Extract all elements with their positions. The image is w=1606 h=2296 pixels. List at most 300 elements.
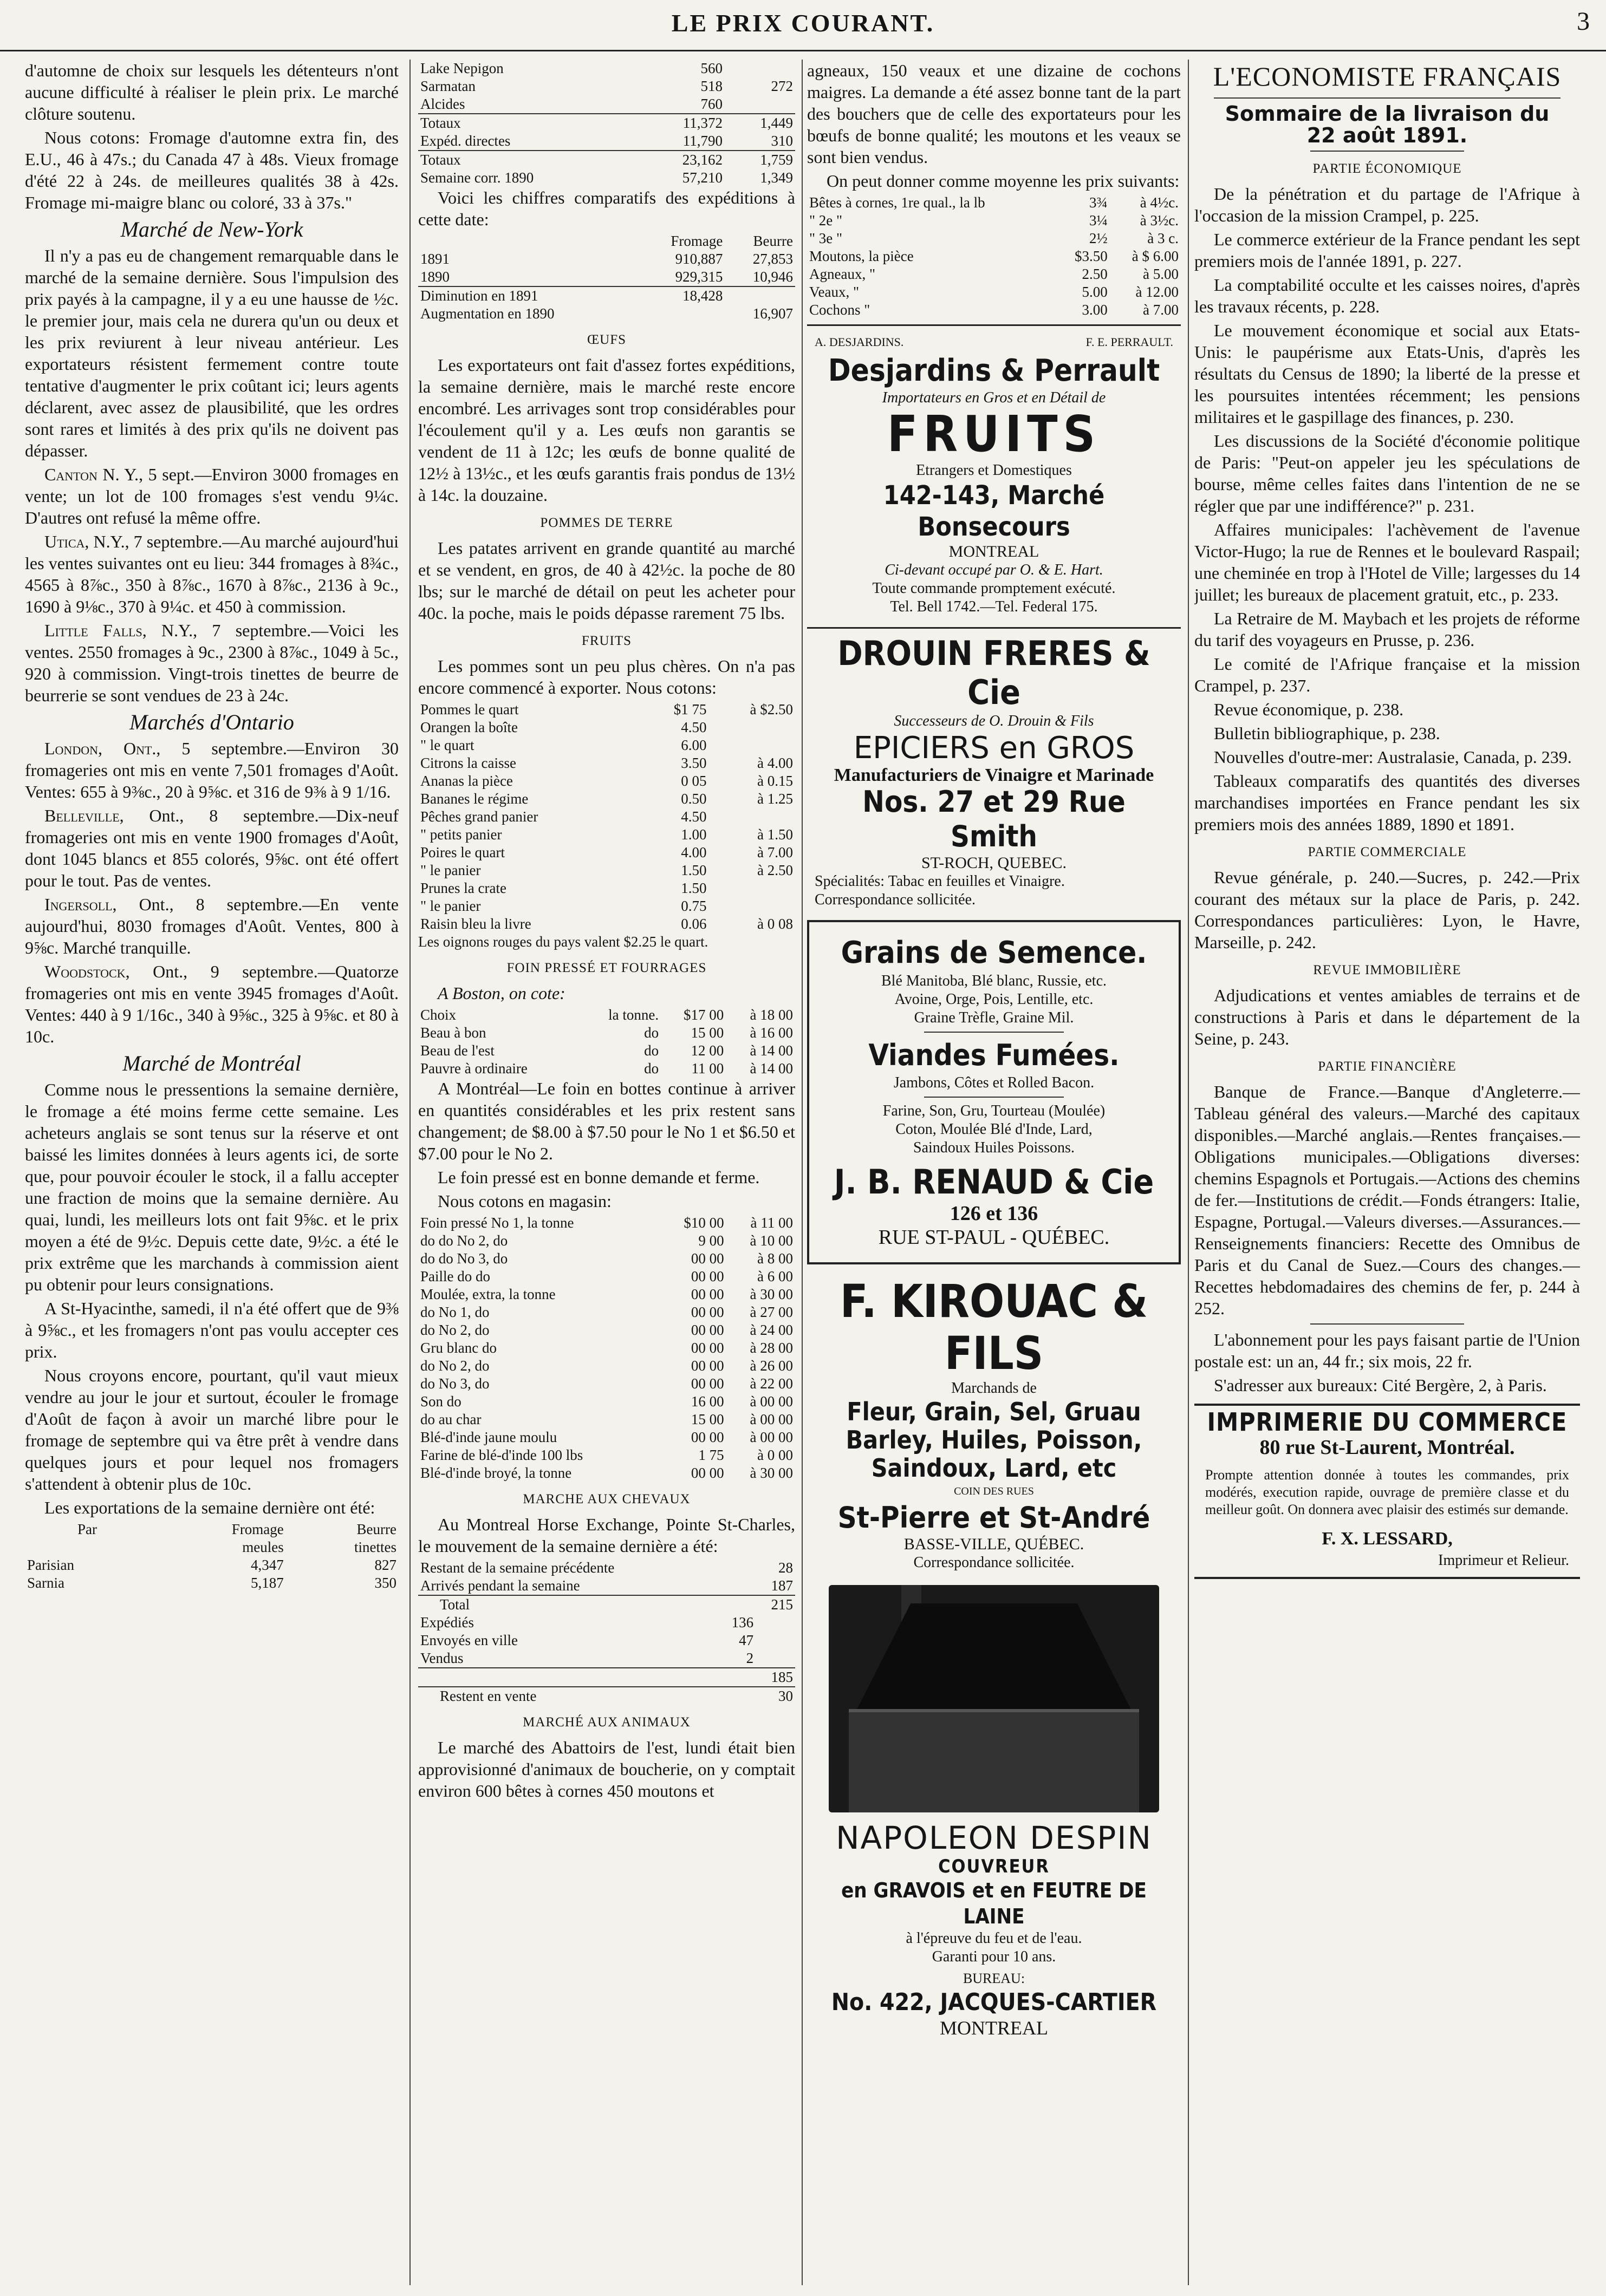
page-number: 3 (1577, 7, 1590, 36)
section-heading: MARCHÉ AUX ANIMAUX (523, 1715, 691, 1730)
row-value: 00 00 (691, 1429, 724, 1445)
ad-line: Farine, Son, Gru, Tourteau (Moulée) (882, 1103, 1106, 1119)
ad-line: Garanti pour 10 ans. (932, 1948, 1056, 1965)
row-value: 1.50 (681, 880, 707, 896)
row-value: à 7.00 (757, 844, 793, 860)
advertisement-jb-renaud (807, 920, 1181, 1264)
row-label: do do No 2, do (420, 1232, 508, 1249)
row-value (725, 286, 795, 305)
row-value: à 1.25 (757, 791, 793, 807)
row-value: 350 (374, 1575, 396, 1591)
table-row (418, 1595, 795, 1614)
printer-role: Imprimeur et Relieur. (1438, 1552, 1569, 1569)
row-value: 00 00 (691, 1375, 724, 1392)
publication-title: L'ECONOMISTE FRANÇAIS (1213, 61, 1562, 92)
row-value: à 18 00 (750, 1007, 793, 1023)
fruits-price-table (418, 701, 795, 933)
row-label: do No 2, do (420, 1358, 490, 1374)
row-label: " 2e " (809, 212, 843, 229)
row-value: à 10 00 (750, 1232, 793, 1249)
summary-item: Le mouvement économique et social aux Etats-Unis: le paupérisme aux Etats-Unis, d'après les résultats du Census de 1890; la liberté de la presse et les poursuites intentées récemment; les pensions militaires et le gaspillage des finances, p. 230. (1194, 321, 1580, 427)
row-value: 00 00 (691, 1250, 724, 1267)
table-row (418, 169, 795, 187)
table-row (418, 1321, 795, 1339)
table-row (418, 1286, 795, 1303)
table-row (418, 1577, 795, 1595)
row-value (708, 879, 795, 897)
market-report (25, 805, 399, 891)
table-row (418, 790, 795, 808)
row-value: 4.50 (681, 719, 707, 735)
row-label: do No 1, do (420, 1304, 490, 1320)
ad-line: Fleur, Grain, Sel, Gruau (847, 1397, 1141, 1426)
row-label: " le quart (420, 737, 474, 753)
ad-line: Ci-devant occupé par O. & E. Hart. (885, 562, 1103, 578)
row-value (756, 1632, 795, 1649)
company-name: F. KIROUAC & FILS (840, 1275, 1148, 1380)
ships-table (418, 60, 795, 187)
paragraph: Banque de France.—Banque d'Angleterre.—Tableau général des valeurs.—Marché des capitaux disponibles.—Marché anglais.—Rentes françaises.—Obligations municipales.—Obligations diverses: chemins Espagnols et Portugais.—Actions des chemins de fer.—Institutions de crédit.—Fonds étrangers: Italie, Espagne, Portugal.—Valeurs diverses.—Assurances.—Renseignements financiers: Recette des Omnibus de Paris et du Canal de Suez.—Cours des changes.—Recettes hebdomadaires des chemins de fer, p. 244 à 252. (1194, 1082, 1580, 1318)
row-value: 187 (771, 1577, 793, 1594)
summary-item: La comptabilité occulte et les caisses noires, d'après les travaux récents, p. 228. (1194, 275, 1580, 316)
row-value: do (644, 1025, 659, 1041)
row-label: Restent en vente (418, 1687, 716, 1705)
divider (1214, 97, 1561, 99)
exports-body (25, 1556, 399, 1592)
row-value: 518 (700, 78, 723, 94)
row-value: 10,946 (752, 269, 793, 285)
ad-line: Jambons, Côtes et Rolled Bacon. (893, 1074, 1095, 1091)
row-label: Envoyés en ville (420, 1632, 518, 1648)
comparison-table (418, 232, 795, 323)
row-value: 00 00 (691, 1304, 724, 1320)
row-value: 2 (746, 1650, 754, 1666)
row-label: do No 2, do (420, 1322, 490, 1338)
ad-address: 142-143, Marché Bonsecours (883, 480, 1105, 542)
summary-item: La Retraire de M. Maybach et les projets de réforme du tarif des voyageurs en Prusse, p. 236. (1194, 609, 1580, 650)
row-value: 929,315 (675, 269, 723, 285)
table-row (418, 1339, 795, 1357)
row-label: " 3e " (809, 230, 843, 246)
row-value (716, 1559, 756, 1577)
row-value: 0.06 (681, 916, 707, 932)
place-name: Belleville (44, 806, 120, 825)
paragraph: agneaux, 150 veaux et une dizaine de cochons maigres. La demande a été assez bonne tant de la part des bouchers que de celle des exportateurs pour les bœufs de bonne qualité; les moutons et les veaux se sont bien vendus. (807, 61, 1181, 167)
newspaper-title: LE PRIX COURANT. (671, 9, 935, 37)
row-value: à 7.00 (1143, 302, 1179, 318)
table-row (418, 286, 795, 305)
paragraph: Adjudications et ventes amiables de terrains et de constructions à Paris et dans le département de la Seine, p. 243. (1194, 986, 1580, 1048)
row-label: Son do (420, 1393, 461, 1410)
row-label: Diminution en 1891 (418, 286, 636, 305)
market-report (25, 464, 399, 529)
row-value: à 00 00 (750, 1393, 793, 1410)
table-row (418, 1006, 795, 1024)
row-label: Ananas la pièce (420, 773, 513, 789)
table-row (418, 114, 795, 132)
section-heading: Marché de New-York (120, 217, 303, 242)
summary-date: 22 août 1891. (1306, 123, 1468, 147)
row-label: Arrivés pendant la semaine (420, 1577, 580, 1594)
row-value: 18,428 (636, 286, 725, 305)
row-value: 0.50 (681, 791, 707, 807)
row-value: 760 (700, 96, 723, 112)
table-row (418, 1232, 795, 1250)
row-value: à 3 c. (1147, 230, 1179, 246)
table-row (418, 826, 795, 844)
paragraph: Il n'y a pas eu de changement remarquable dans le marché de la semaine dernière. Sous l'impulsion des prix payés à la campagne, il y a eu une hausse de ½c. le premier jour, mais cela ne durera qu'un ou deux et les prix reviurent à leur niveau antérieur. Les exportateurs résistent fermement contre toute tentative d'augmenter le prix coûtant ici; leurs agents déclarent, avec assez de plausibilité, que les ordres sont rares et limités à des prix qu'ils ne doivent pas dépasser. (25, 246, 399, 460)
table-row (807, 230, 1181, 247)
row-label: " le panier (420, 862, 481, 878)
ad-line: Correspondance sollicitée. (913, 1554, 1075, 1571)
table-row (418, 1268, 795, 1286)
col-header: Fromage (231, 1521, 284, 1537)
row-label: Prunes la crate (420, 880, 506, 896)
row-value (725, 95, 795, 114)
partner-name: F. E. PERRAULT. (1085, 335, 1173, 349)
row-value: 00 00 (691, 1322, 724, 1338)
row-value: 15 00 (691, 1025, 724, 1041)
row-label: Pêches grand panier (420, 808, 538, 825)
col-header: Beurre (753, 233, 793, 249)
column-1 (25, 60, 399, 2285)
row-value: 310 (771, 133, 793, 149)
report-text: , 5 sept.—Environ 3000 fromages en vente; un lot de 100 fromages s'est vendu 9¼c. D'autres ont refusé la même offre. (25, 465, 399, 527)
advertisement-desjardins-perrault (807, 324, 1181, 622)
row-value: 15 00 (691, 1411, 724, 1427)
advertisement-imprimerie (1194, 1404, 1580, 1579)
ad-line: Avoine, Orge, Pois, Lentille, etc. (894, 991, 1094, 1008)
row-value: la tonne. (608, 1007, 659, 1023)
row-label: Parisian (27, 1557, 74, 1573)
paragraph: L'abonnement pour les pays faisant partie de l'Union postale est: un an, 44 fr.; six mois, 22 fr. (1194, 1330, 1580, 1371)
ad-line: Manufacturiers de Vinaigre et Marinade (834, 765, 1154, 785)
roofed-building-illustration (829, 1585, 1159, 1812)
row-value: à 1.50 (757, 826, 793, 843)
exports-table (25, 1521, 399, 1592)
table-row (418, 1024, 795, 1042)
ad-city: ST-ROCH, QUEBEC. (921, 854, 1067, 872)
row-value: 0 05 (681, 773, 707, 789)
row-value: $3.50 (1075, 248, 1108, 264)
table-row (807, 265, 1181, 283)
row-value: do (644, 1042, 659, 1059)
company-name: Desjardins & Perrault (828, 353, 1160, 388)
row-value: 560 (700, 60, 723, 76)
row-label: Sarnia (27, 1575, 64, 1591)
table-row (418, 1668, 795, 1687)
paragraph: Nous cotons en magasin: (438, 1191, 612, 1211)
col-header: Par (77, 1521, 97, 1537)
table-row (25, 1556, 399, 1574)
ad-headline: EPICIERS en GROS (853, 730, 1135, 766)
divider (924, 1097, 1064, 1098)
ad-line: en GRAVOIS et en FEUTRE DE LAINE (841, 1878, 1147, 1928)
livestock-price-table (807, 194, 1181, 319)
market-report (25, 738, 399, 803)
row-value: à 22 00 (750, 1375, 793, 1392)
market-report (25, 893, 399, 958)
table-row (418, 1687, 795, 1705)
ad-line: Successeurs de O. Drouin & Fils (894, 713, 1094, 729)
paragraph: Le foin pressé est en bonne demande et ferme. (438, 1167, 760, 1187)
row-value: à 8 00 (757, 1250, 793, 1267)
ad-line: COIN DES RUES (954, 1485, 1034, 1497)
ad-line: Spécialités: Tabac en feuilles et Vinaigre. (815, 873, 1065, 890)
ad-line: Barley, Huiles, Poisson, (846, 1425, 1142, 1454)
row-label: Veaux, " (809, 284, 859, 300)
row-value: $1 75 (673, 701, 707, 718)
table-body (418, 114, 795, 151)
row-label: Choix (420, 1007, 457, 1023)
row-value: à 0 08 (757, 916, 793, 932)
row-label: Blé-d'inde broyé, la tonne (420, 1465, 572, 1481)
summary-item: Le commerce extérieur de la France pendant les sept premiers mois de l'année 1891, p. 227. (1194, 230, 1580, 271)
table-row (418, 1446, 795, 1464)
row-value: 11,790 (682, 133, 723, 149)
table-row (418, 1357, 795, 1375)
ad-line: Marchands de (951, 1380, 1037, 1397)
row-value: à 26 00 (750, 1358, 793, 1374)
ad-headline: Grains de Semence. (841, 935, 1147, 970)
paragraph: On peut donner comme moyenne les prix suivants: (827, 171, 1180, 191)
summary-item: Affaires municipales: l'achèvement de l'avenue Victor-Hugo; la rue de Rennes et le boulevard Raspail; une cheminée en trop à l'Hotel de Ville; largesses du 14 juillet; les bureaux de placement gratuit, etc., p. 233. (1194, 520, 1580, 604)
ad-city: MONTREAL (940, 2017, 1048, 2039)
company-name: NAPOLEON DESPIN (836, 1819, 1152, 1856)
row-value: à 27 00 (750, 1304, 793, 1320)
paragraph: Les patates arrivent en grande quantité au marché et se vendent, en gros, de 40 à 42½c. la poche de 80 lbs; sur le marché de détail on peut les acheter pour 40c. la poche, mais le poids dépasse rarement 75 lbs. (418, 538, 795, 623)
row-label: Totaux (418, 114, 641, 132)
table-header-row (25, 1521, 399, 1538)
row-value (756, 1614, 795, 1632)
row-value: 1 75 (698, 1447, 724, 1463)
table-row (418, 250, 795, 268)
ad-city: MONTREAL (948, 543, 1039, 560)
fruit-note: Les oignons rouges du pays valent $2.25 le quart. (418, 934, 708, 950)
ad-address: Nos. 27 et 29 Rue Smith (862, 785, 1126, 853)
place-name: Ingersoll (44, 895, 113, 914)
row-label: Gru blanc do (420, 1340, 497, 1356)
place-name: London, Ont. (44, 739, 157, 758)
row-value: 4.00 (681, 844, 707, 860)
row-label: Moulée, extra, la tonne (420, 1286, 556, 1302)
ad-line: COUVREUR (938, 1856, 1050, 1877)
ad-line: Graine Trèfle, Graine Mil. (914, 1009, 1074, 1026)
col-subheader: tinettes (354, 1539, 396, 1555)
table-row (418, 1393, 795, 1411)
row-value (716, 1577, 756, 1595)
table-row (418, 754, 795, 772)
row-value: 47 (739, 1632, 754, 1648)
row-value: 00 00 (691, 1465, 724, 1481)
divider (1310, 1323, 1465, 1325)
paragraph: Les exportations de la semaine dernière ont été: (44, 1498, 375, 1517)
summary-item: Revue économique, p. 238. (1214, 700, 1404, 719)
section-heading: Marchés d'Ontario (129, 710, 294, 734)
section-heading: FOIN PRESSÉ ET FOURRAGES (506, 961, 707, 975)
row-label: Moutons, la pièce (809, 248, 914, 264)
paragraph: S'adresser aux bureaux: Cité Bergère, 2, à Paris. (1214, 1375, 1547, 1395)
advertisement-napoleon-despin (807, 1585, 1181, 2044)
table-row (418, 1429, 795, 1446)
column-rule (1188, 60, 1189, 2285)
divider (924, 1032, 1064, 1033)
row-label: do No 3, do (420, 1375, 490, 1392)
company-name: DROUIN FRERES & Cie (837, 634, 1150, 712)
hay-price-table (418, 1214, 795, 1482)
paragraph: Comme nous le pressentions la semaine dernière, le fromage a été moins ferme cette semaine. Les acheteurs anglais se sont tenus sur la réserve et ont baissé les limites données à leurs agents ici, de sorte que, pour pouvoir écouler le stock, il a fallu accepter une fraction de moins que la semaine dernière. Au quai, lundi, les meilleurs lots ont fait 9⅝c. et le prix moyen a été de 9½c. Depuis cette date, 9½c. a été le prix extrême que les marchands à commission aient pu obtenir pour leurs consignations. (25, 1080, 399, 1294)
table-row (418, 1214, 795, 1232)
ad-address: 80 rue St-Laurent, Montréal. (1259, 1436, 1515, 1459)
row-value: 3¼ (1089, 212, 1108, 229)
row-value: 4,347 (251, 1557, 284, 1573)
ad-line: Etrangers et Domestiques (916, 462, 1072, 479)
row-label: Beau de l'est (420, 1042, 495, 1059)
ad-line: Saindoux, Lard, etc (871, 1453, 1117, 1483)
row-label: Semaine corr. 1890 (420, 169, 534, 186)
section-heading: FRUITS (581, 634, 632, 648)
place-name: Woodstock (44, 962, 126, 981)
row-label: Orangen la boîte (420, 719, 518, 735)
row-value: do (644, 1060, 659, 1077)
table-row (418, 60, 795, 77)
table-row (418, 844, 795, 862)
ad-address: RUE ST-PAUL - QUÉBEC. (878, 1226, 1110, 1249)
row-value: à 4½c. (1140, 194, 1179, 211)
paragraph: Revue générale, p. 240.—Sucres, p. 242.—Prix courant des métaux sur la place de Paris, p. 242. Correspondances particulières: Lyon, le Havre, Marseille, p. 242. (1194, 867, 1580, 952)
ad-address: St-Pierre et St-André (837, 1501, 1150, 1535)
row-value: 11 00 (691, 1060, 724, 1077)
market-report (25, 619, 399, 706)
section-heading: PARTIE COMMERCIALE (1308, 845, 1467, 859)
row-value: 1,349 (760, 169, 793, 186)
section-heading: POMMES DE TERRE (540, 516, 673, 530)
row-value: à 00 00 (750, 1411, 793, 1427)
summary-item: Les discussions de la Société d'économie politique de Paris: "Peut-on appeler jeu les spéculations de bourse, même celles faites dans l'intention de ne se régler que par une indifférence?" p. 231. (1194, 431, 1580, 516)
row-value: 16,907 (752, 305, 793, 322)
table-row (418, 915, 795, 933)
table-row (807, 247, 1181, 265)
table-body (418, 1214, 795, 1482)
place-name: Little Falls, N.Y. (44, 621, 193, 640)
row-label: Expédiés (420, 1614, 474, 1630)
table-row (807, 194, 1181, 212)
table-body (418, 60, 795, 114)
row-value: à 11 00 (750, 1215, 793, 1231)
table-row (418, 862, 795, 879)
row-value: 1,449 (725, 114, 795, 132)
table-row (418, 1060, 795, 1078)
table-header-row (25, 1538, 399, 1556)
ad-city: BASSE-VILLE, QUÉBEC. (903, 1535, 1084, 1553)
row-label: Alcides (420, 96, 465, 112)
row-value: 1.00 (681, 826, 707, 843)
table-row (418, 1042, 795, 1060)
row-value: à 00 00 (750, 1429, 793, 1445)
place-name: Canton N. Y. (44, 465, 139, 484)
row-value: 3¾ (1089, 194, 1108, 211)
table-row (418, 897, 795, 915)
row-label: Citrons la caisse (420, 755, 516, 771)
row-label: Expéd. directes (420, 133, 511, 149)
table-row (418, 736, 795, 754)
report-text: , Ont., 8 septembre.—Dix-neuf fromageries ont mis en vente 1900 fromages d'Août, dont 1045 blancs et 855 colorés, 9⅝c. ont été offert pour le tout. Pas de ventes. (25, 806, 399, 890)
ad-headline: FRUITS (887, 405, 1101, 463)
row-value: $10 00 (684, 1215, 724, 1231)
row-label: Bananes le régime (420, 791, 529, 807)
summary-item: Bulletin bibliographique, p. 238. (1214, 723, 1440, 743)
paragraph: Au Montreal Horse Exchange, Pointe St-Charles, le mouvement de la semaine dernière a été: (418, 1515, 795, 1556)
row-value (708, 808, 795, 826)
row-label: do au char (420, 1411, 482, 1427)
paragraph: Les pommes sont un peu plus chères. On n'a pas encore commencé à exporter. Nous cotons: (418, 656, 795, 697)
ad-line: à l'épreuve du feu et de l'eau. (906, 1930, 1082, 1947)
row-value: 1.50 (681, 862, 707, 878)
row-value: 27,853 (752, 251, 793, 267)
row-value: 272 (771, 78, 793, 94)
row-value: 5.00 (1082, 284, 1108, 300)
table-body (418, 1559, 795, 1595)
section-heading: REVUE IMMOBILIÈRE (1313, 963, 1461, 977)
row-value: à 30 00 (750, 1465, 793, 1481)
ad-line: Saindoux Huiles Poissons. (913, 1139, 1075, 1156)
row-value: à 12.00 (1135, 284, 1179, 300)
row-value: 00 00 (691, 1340, 724, 1356)
table-row (418, 1464, 795, 1482)
row-value: $17 00 (683, 1007, 724, 1023)
row-label: Total (418, 1595, 716, 1614)
row-label: Poires le quart (420, 844, 505, 860)
report-text: , Ont., 9 septembre.—Quatorze fromageries ont mis en vente 3945 fromages d'Août. Ventes: 440 à 9 1/16c., 340 à 9⅝c., 325 à 9⅝c. et 80 à 10c. (25, 962, 399, 1046)
column-rule (802, 60, 803, 2285)
row-label: Sarmatan (420, 78, 476, 94)
table-row (418, 1649, 795, 1668)
row-label: 1890 (420, 269, 450, 285)
row-value: à $2.50 (750, 701, 793, 718)
row-label: Lake Nepigon (420, 60, 504, 76)
row-value: à 0 00 (757, 1447, 793, 1463)
paragraph: A St-Hyacinthe, samedi, il n'a été offert que de 9⅜ à 9⅝c., et les fromagers n'ont pas voulu accepter ces prix. (25, 1299, 399, 1361)
table-body (807, 194, 1181, 319)
column-2 (418, 60, 795, 2285)
table-body (418, 1614, 795, 1668)
row-value: à 14 00 (750, 1042, 793, 1059)
row-value (708, 719, 795, 736)
horses-table (418, 1559, 795, 1705)
section-heading: PARTIE FINANCIÈRE (1318, 1059, 1457, 1074)
column-4 (1194, 60, 1580, 2285)
ad-line: Coton, Moulée Blé d'Inde, Lard, (895, 1121, 1093, 1138)
row-value (636, 305, 725, 323)
advertisement-drouin-freres (807, 627, 1181, 915)
report-text: , 7 septembre.—Au marché aujourd'hui les ventes suivantes ont eu lieu: 344 fromages à 8¾c., 4565 à 8⅞c., 350 à 8⅞c., 1670 à 8⅞c., 2136 à 9c., 1690 à 9⅛c., 370 à 9¼c. et 450 à commission. (25, 532, 399, 616)
row-label: Paille do do (420, 1268, 490, 1284)
paragraph: A Montréal—Le foin en bottes continue à arriver en quantités considérables et les prix restent sans changement; de $8.00 à $7.50 pour le No 1 et $6.50 et $7.00 pour le No 2. (418, 1079, 795, 1163)
boston-intro: A Boston, on cote: (438, 983, 565, 1003)
paragraph: d'automne de choix sur lesquels les détenteurs n'ont aucune difficulté à réaliser le plein prix. Le marché clôture soutenu. (25, 61, 399, 123)
table-body (418, 1006, 795, 1078)
row-label: do do No 3, do (420, 1250, 508, 1267)
summary-item: Nouvelles d'outre-mer: Australasie, Canada, p. 239. (1214, 747, 1572, 767)
row-label: 1891 (420, 251, 450, 267)
row-value (708, 897, 795, 915)
table-row (418, 701, 795, 719)
row-value: 11,372 (641, 114, 725, 132)
printer-name: F. X. LESSARD, (1322, 1529, 1453, 1549)
table-row (418, 1250, 795, 1268)
row-value: à 16 00 (750, 1025, 793, 1041)
row-value: 6.00 (681, 737, 707, 753)
